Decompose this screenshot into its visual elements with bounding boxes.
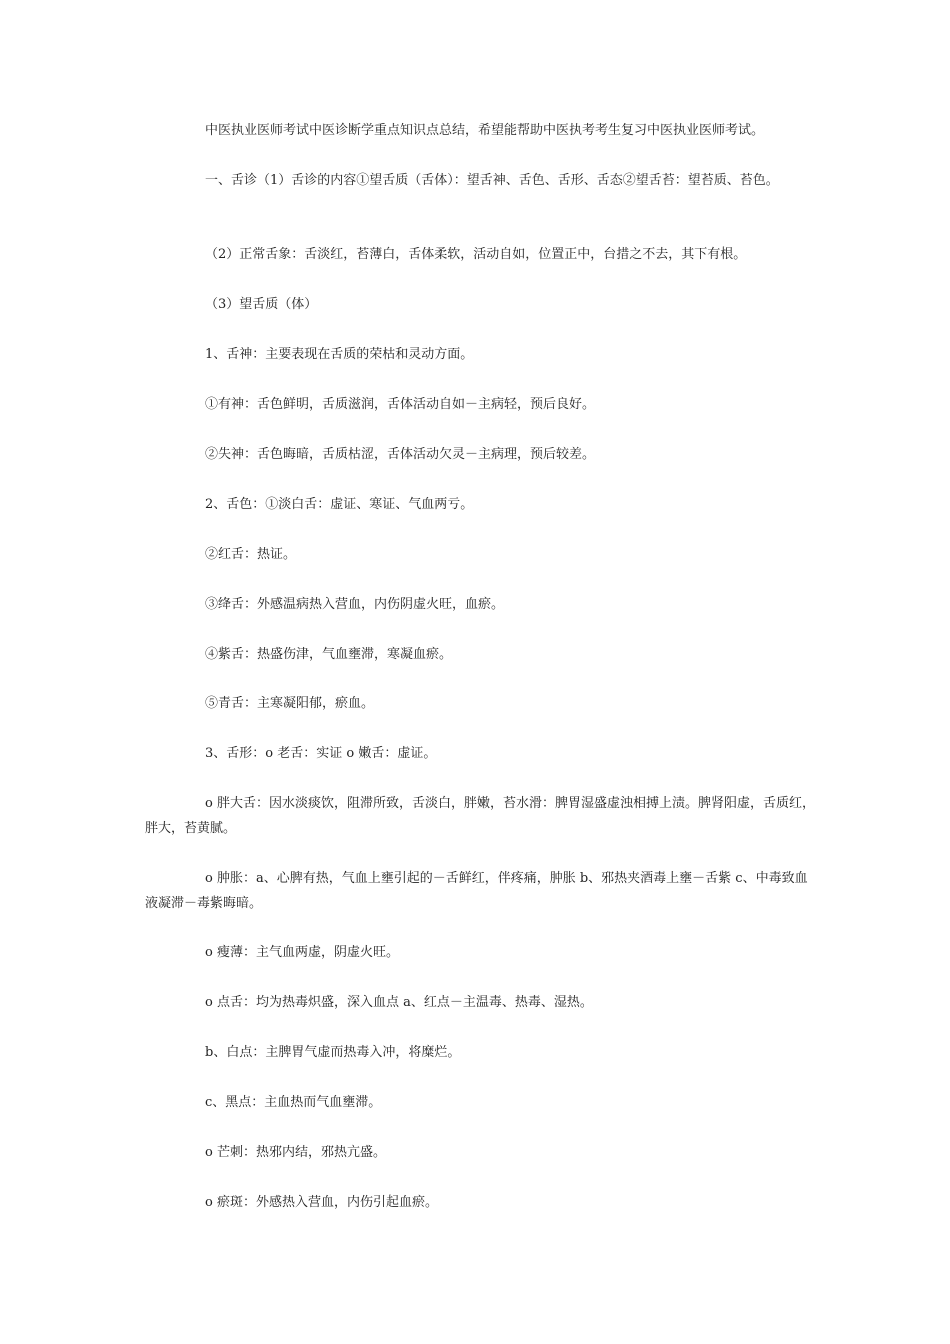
paragraph-ecchymosis: o 瘀斑：外感热入营血，内伤引起血瘀。 — [205, 1195, 438, 1210]
paragraph-enlarged-tongue: o 胖大舌：因水淡痰饮，阻滞所致，舌淡白，胖嫩，苔水滑：脾胃湿盛虚浊相搏上渍。脾肾阳虚，舌质红，胖大，苔黄腻。 — [145, 796, 815, 836]
paragraph-with-spirit: ①有神：舌色鲜明，舌质滋润，舌体活动自如－主病轻，预后良好。 — [205, 397, 596, 412]
paragraph-blue-tongue: ⑤青舌：主寒凝阳郁，瘀血。 — [205, 696, 375, 711]
paragraph-prickles: o 芒刺：热邪内结，邪热亢盛。 — [205, 1145, 386, 1160]
paragraph-thin-tongue: o 瘦薄：主气血两虚，阴虚火旺。 — [205, 945, 399, 960]
paragraph-dotted-tongue: o 点舌：均为热毒炽盛，深入血点 a、红点－主温毒、热毒、湿热。 — [205, 995, 593, 1010]
paragraph-normal-tongue: （2）正常舌象：舌淡红，苔薄白，舌体柔软，活动自如，位置正中，台措之不去，其下有根。 — [205, 247, 747, 262]
paragraph-tongue-color: 2、舌色：①淡白舌：虚证、寒证、气血两亏。 — [205, 497, 474, 512]
paragraph-white-dots: b、白点：主脾胃气虚而热毒入冲，将糜烂。 — [205, 1045, 461, 1060]
paragraph-intro: 中医执业医师考试中医诊断学重点知识点总结，希望能帮助中医执考考生复习中医执业医师考试。 — [205, 123, 765, 138]
paragraph-purple-tongue: ④紫舌：热盛伤津，气血壅滞，寒凝血瘀。 — [205, 647, 453, 662]
paragraph-tongue-diagnosis: 一、舌诊（1）舌诊的内容①望舌质（舌体）：望舌神、舌色、舌形、舌态②望舌苔：望苔质、苔色。 — [205, 173, 779, 188]
paragraph-tongue-spirit: 1、舌神：主要表现在舌质的荣枯和灵动方面。 — [205, 347, 474, 362]
paragraph-tongue-body-heading: （3）望舌质（体） — [205, 297, 318, 312]
paragraph-black-dots: c、黑点：主血热而气血壅滞。 — [205, 1095, 382, 1110]
paragraph-crimson-tongue: ③绛舌：外感温病热入营血，内伤阴虚火旺，血瘀。 — [205, 597, 505, 612]
paragraph-lost-spirit: ②失神：舌色晦暗，舌质枯涩，舌体活动欠灵－主病理，预后较差。 — [205, 447, 596, 462]
paragraph-swollen-tongue: o 肿胀：a、心脾有热，气血上壅引起的－舌鲜红，伴疼痛，肿胀 b、邪热夹酒毒上壅－舌紫 c、中毒致血液凝滞－毒紫晦暗。 — [145, 871, 808, 911]
paragraph-tongue-shape: 3、舌形：o 老舌：实证 o 嫩舌：虚证。 — [205, 746, 437, 761]
paragraph-red-tongue: ②红舌：热证。 — [205, 547, 297, 562]
